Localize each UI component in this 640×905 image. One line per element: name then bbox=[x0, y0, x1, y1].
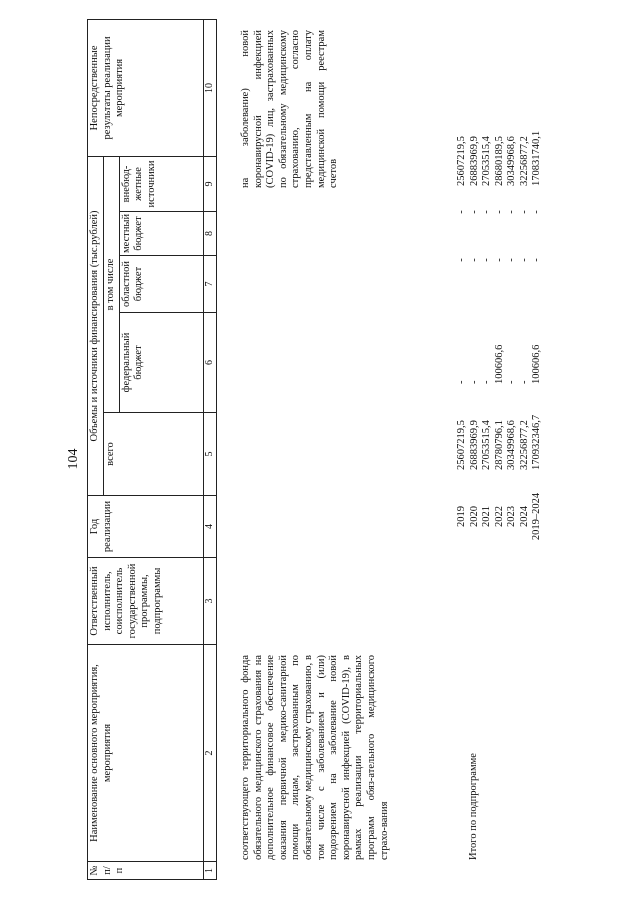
federal-cell: - bbox=[468, 380, 480, 384]
financing-table-header bbox=[87, 19, 217, 880]
table-body bbox=[240, 20, 620, 880]
federal-cell: - bbox=[456, 380, 467, 384]
total-cell: 32256877,2 bbox=[518, 420, 530, 470]
local-cell: - bbox=[518, 210, 530, 214]
header-name: Наименование основного мероприятия, мероприятия bbox=[88, 645, 204, 862]
regional-cell: - bbox=[468, 258, 480, 262]
header-total: всего bbox=[104, 413, 204, 496]
col-number: 9 bbox=[203, 156, 216, 211]
measure-description: соответствующего территориального фонда обязательного медицинского страхования на дополнительное финансовое обеспечение оказания первичной медико-санитарной помощи лицам, застрахованным по обязательному медицинскому страхованию, в том числе с заболеванием и (или) подозрением на заболевание новой коронавирусной инфекцией (COVID-19), в рамках реализации территориальных программ обяз-ательного медицинского страхо-вания bbox=[240, 655, 390, 860]
header-executor: Ответственный исполнитель, соисполнитель государственной программы, подпрограммы bbox=[88, 558, 204, 645]
extrabudget-cell: 25607219,5 bbox=[456, 136, 467, 186]
regional-cell: - bbox=[481, 258, 492, 262]
regional-cell: - bbox=[456, 258, 467, 262]
federal-cell: - bbox=[506, 380, 517, 384]
federal-cell: - bbox=[481, 380, 492, 384]
local-cell: - bbox=[468, 210, 480, 214]
col-number: 8 bbox=[203, 212, 216, 256]
col-number: 1 bbox=[203, 862, 216, 880]
year-cell: 2024 bbox=[518, 506, 530, 527]
header-federal: федеральный бюджет bbox=[119, 313, 203, 413]
col-number: 10 bbox=[203, 19, 216, 156]
local-cell: - bbox=[456, 210, 467, 214]
regional-column bbox=[456, 240, 544, 280]
federal-column bbox=[456, 294, 544, 384]
col-number: 4 bbox=[203, 496, 216, 558]
extrabudget-cell: 170831740,1 bbox=[531, 130, 542, 186]
totals-column bbox=[456, 390, 544, 470]
year-cell: 2022 bbox=[493, 506, 505, 527]
federal-cell: 100606,6 bbox=[531, 344, 542, 384]
col-number: 2 bbox=[203, 645, 216, 862]
extrabudget-cell: 26883969,9 bbox=[468, 136, 480, 186]
extrabudget-column bbox=[456, 106, 544, 186]
total-cell: 25607219,5 bbox=[456, 420, 467, 470]
col-number: 5 bbox=[203, 413, 216, 496]
results-description: на заболевание) новой коронавирусной инфекцией (COVID-19) лиц, застрахованных по обязательному медицинскому страхованию, согласно представленным на оплату медицинской помощи реестрам счетов bbox=[240, 30, 340, 188]
year-cell: 2019–2024 bbox=[531, 492, 542, 541]
col-number: 3 bbox=[203, 558, 216, 645]
extrabudget-cell: 28680189,5 bbox=[493, 136, 505, 186]
year-cell: 2023 bbox=[506, 506, 517, 527]
regional-cell: - bbox=[493, 258, 505, 262]
header-including: в том числе bbox=[104, 156, 120, 412]
federal-cell: 100606,6 bbox=[493, 344, 505, 384]
landscape-sheet bbox=[87, 20, 627, 880]
subprogram-total-label: Итого по подпрограмме bbox=[468, 753, 479, 860]
total-cell: 27053515,4 bbox=[481, 420, 492, 470]
regional-cell: - bbox=[518, 258, 530, 262]
page-number: 104 bbox=[66, 448, 81, 470]
header-year: Год реализации bbox=[88, 496, 204, 558]
extrabudget-cell: 32256877,2 bbox=[518, 136, 530, 186]
header-local: местный бюджет bbox=[119, 212, 203, 256]
extrabudget-cell: 27053515,4 bbox=[481, 136, 492, 186]
header-results: Непосредственные результаты реализации мероприятия bbox=[88, 19, 204, 156]
header-regional: областной бюджет bbox=[119, 256, 203, 313]
year-cell: 2020 bbox=[468, 506, 480, 527]
local-cell: - bbox=[531, 210, 542, 214]
local-cell: - bbox=[481, 210, 492, 214]
regional-cell: - bbox=[531, 258, 542, 262]
header-financing: Объемы и источники финансирования (тыс.рублей) bbox=[88, 156, 104, 495]
year-cell: 2021 bbox=[481, 506, 492, 527]
total-cell: 26883969,9 bbox=[468, 420, 480, 470]
local-column bbox=[456, 192, 544, 232]
years-column bbox=[456, 489, 544, 544]
col-number: 7 bbox=[203, 256, 216, 313]
year-cell: 2019 bbox=[456, 506, 467, 527]
col-number: 6 bbox=[203, 313, 216, 413]
header-extrabudget: внебюд-жетные источники bbox=[119, 156, 203, 211]
extrabudget-cell: 30349968,6 bbox=[506, 136, 517, 186]
regional-cell: - bbox=[506, 258, 517, 262]
header-num: № п/п bbox=[88, 862, 204, 880]
local-cell: - bbox=[493, 210, 505, 214]
federal-cell: - bbox=[518, 380, 530, 384]
total-cell: 170932346,7 bbox=[531, 414, 542, 470]
local-cell: - bbox=[506, 210, 517, 214]
total-cell: 28780796,1 bbox=[493, 420, 505, 470]
total-cell: 30349968,6 bbox=[506, 420, 517, 470]
